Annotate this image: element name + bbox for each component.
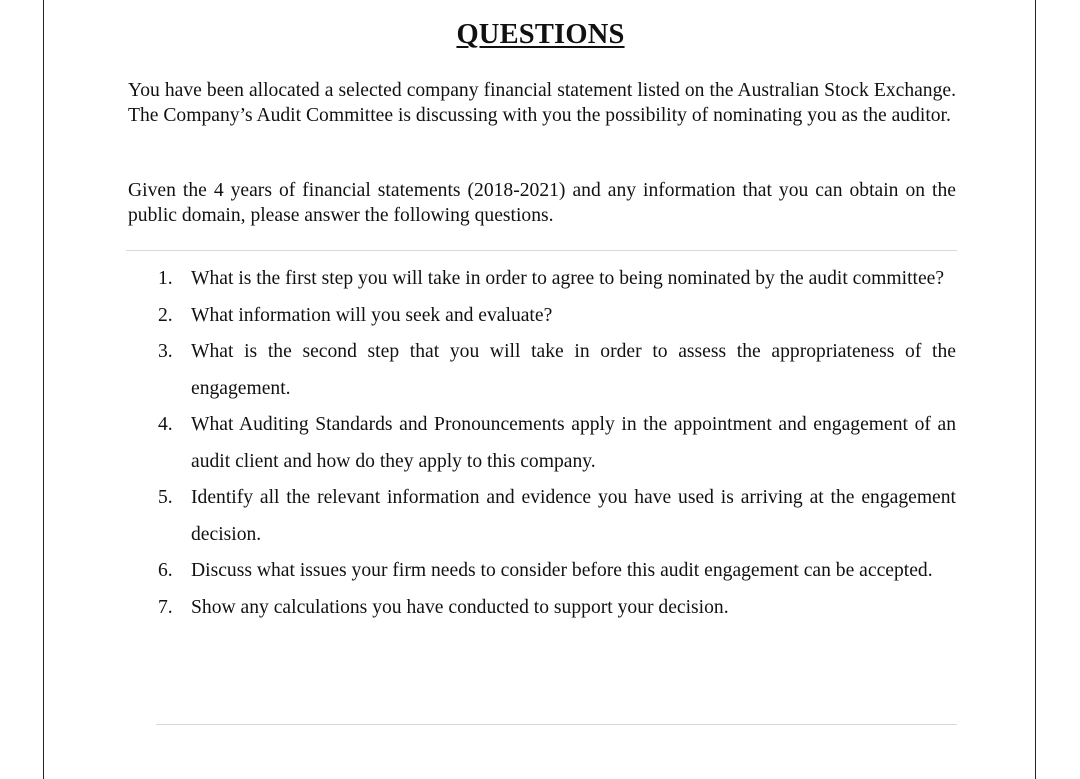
- question-text: Discuss what issues your firm needs to consider before this audit engagement can be accepted.: [191, 560, 933, 581]
- question-item: [156, 553, 956, 590]
- question-number: 6.: [158, 560, 173, 581]
- question-number: 7.: [158, 596, 173, 618]
- question-text: What information will you seek and evaluate?: [191, 304, 553, 326]
- question-number: 4.: [158, 414, 173, 435]
- intro-paragraph-1: You have been allocated a selected company financial statement listed on the Australian Stock Exchange. The Company’s Audit Committee is discussing with you the possibility of nominating you as the auditor.: [128, 80, 956, 126]
- intro-paragraph-2: Given the 4 years of financial statements (2018-2021) and any information that you can obtain on the public domain, please answer the following questions.: [128, 180, 956, 226]
- document-page: [43, 0, 1036, 779]
- question-text: What Auditing Standards and Pronouncements apply in the appointment and engagement of an audit client and how do they apply to this company.: [191, 414, 956, 472]
- question-item: [156, 261, 956, 298]
- question-item: [156, 407, 956, 480]
- question-number: 3.: [158, 341, 173, 362]
- question-number: 2.: [158, 304, 173, 326]
- question-text: Identify all the relevant information and evidence you have used is arriving at the engagement decision.: [191, 487, 956, 545]
- question-item: [156, 334, 956, 407]
- question-number: 1.: [158, 268, 173, 289]
- question-item: [156, 298, 956, 335]
- question-item: [156, 480, 956, 553]
- question-number: 5.: [158, 487, 173, 508]
- question-list: [156, 261, 956, 626]
- question-text: What is the second step that you will take in order to assess the appropriateness of the engagement.: [191, 341, 956, 399]
- divider-bottom: [156, 724, 957, 725]
- divider-top: [126, 250, 957, 251]
- question-text: Show any calculations you have conducted to support your decision.: [191, 596, 729, 618]
- question-item: [156, 590, 956, 627]
- question-text: What is the first step you will take in order to agree to being nominated by the audit committee?: [191, 268, 945, 289]
- page-title: QUESTIONS: [456, 19, 625, 50]
